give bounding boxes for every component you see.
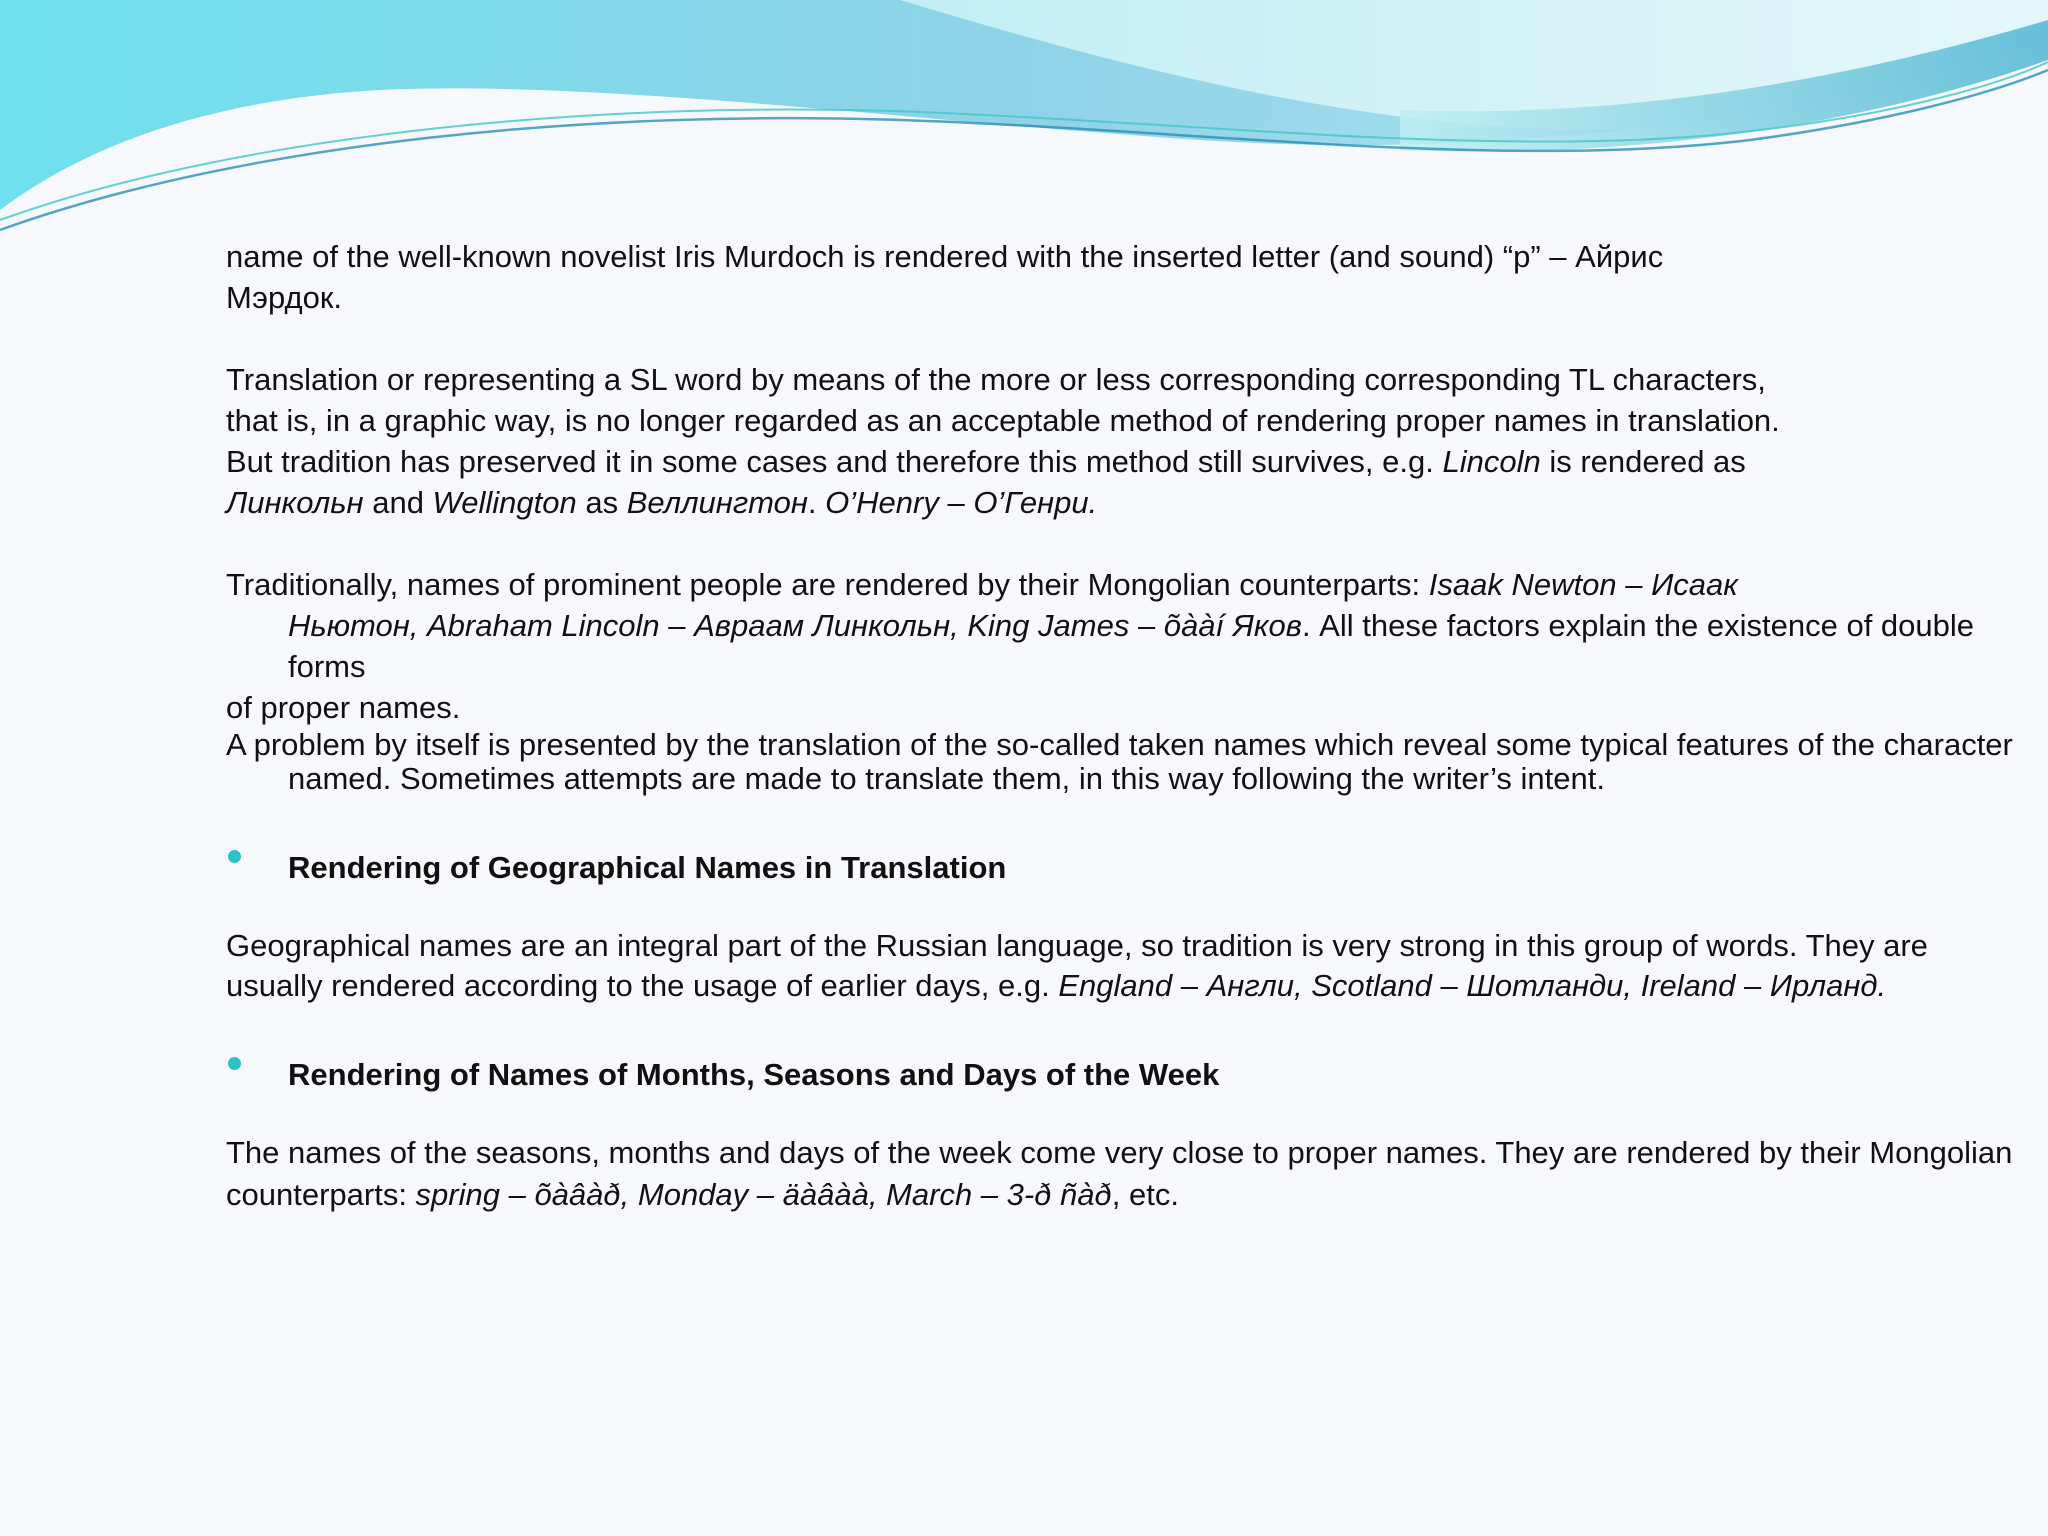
example-word: Isaak Newton – Исаак: [1428, 567, 1738, 602]
bullet-dot-icon: [226, 837, 288, 878]
example-word: Линкольн: [226, 485, 364, 520]
header-wave-decoration: [0, 0, 2048, 240]
heading-geographical-names: [226, 837, 2026, 888]
example-word: O’Henry – О’Генри.: [825, 485, 1098, 520]
text-line: . All these factors explain the existence of double forms: [288, 608, 1975, 684]
heading-months-seasons: [226, 1044, 2026, 1095]
text-line: .: [807, 485, 826, 520]
example-word: spring – õàâàð, Monday – äàâàà, March – 3-ð ñàð: [415, 1177, 1112, 1212]
text-line: of proper names.: [226, 690, 461, 725]
paragraph-prominent-people: [226, 564, 2026, 687]
text-line: , etc.: [1111, 1177, 1179, 1212]
example-word: Веллингтон: [626, 485, 808, 520]
paragraph-seasons-examples: [226, 1174, 2026, 1215]
text-line: The names of the seasons, months and days of the week come very close to proper names. They are rendered by their Mongolian: [226, 1135, 2013, 1170]
text-line: and: [363, 485, 433, 520]
paragraph-translation-method: [226, 359, 2026, 523]
paragraph-murdoch: [226, 236, 2026, 318]
example-word: Lincoln: [1442, 444, 1541, 479]
text-line: counterparts:: [226, 1177, 416, 1212]
text-line: usually rendered according to the usage of earlier days, e.g.: [226, 968, 1059, 1003]
paragraph-seasons: [226, 1136, 2026, 1170]
example-word: Авраам Линкольн, King James – õààí Яков: [694, 608, 1302, 643]
paragraph-proper-names: [226, 687, 2026, 728]
example-word: England – Англи, Scotland – Шотланди, Ireland – Ирланд.: [1058, 968, 1887, 1003]
heading-text: Rendering of Names of Months, Seasons and Days of the Week: [288, 1057, 1220, 1092]
text-line: Geographical names are an integral part of the Russian language, so tradition is very strong in this group of words. They are: [226, 928, 1928, 963]
bullet-dot-icon: [226, 1044, 288, 1085]
text-line: But tradition has preserved it in some cases and therefore this method still survives, e.g.: [226, 444, 1443, 479]
text-line: Traditionally, names of prominent people are rendered by their Mongolian counterparts:: [226, 567, 1429, 602]
text-line: is rendered as: [1540, 444, 1746, 479]
text-line: Мэрдок.: [226, 280, 343, 315]
text-line: that is, in a graphic way, is no longer regarded as an acceptable method of rendering proper names in translation.: [226, 403, 1780, 438]
paragraph-geographical-examples: [226, 969, 2026, 1003]
text-line: as: [576, 485, 627, 520]
slide-content: [226, 236, 2026, 1215]
text-line: Translation or representing a SL word by means of the more or less corresponding corresponding TL characters,: [226, 362, 1766, 397]
example-word: Wellington: [432, 485, 577, 520]
text-line: –: [659, 608, 695, 643]
heading-text: Rendering of Geographical Names in Translation: [288, 850, 1007, 885]
text-line: name of the well-known novelist Iris Murdoch is rendered with the inserted letter (and sound) “p” – Айрис: [226, 239, 1664, 274]
text-line: A problem by itself is presented by the translation of the so-called taken names which reveal some typical features of the character named. Sometimes attempts are made to translate them, in this way following the writer’s intent.: [226, 727, 2013, 796]
paragraph-geographical: [226, 929, 2026, 963]
paragraph-taken-names: [226, 728, 2026, 796]
example-word: Ньютон, Abraham Lincoln: [288, 608, 660, 643]
